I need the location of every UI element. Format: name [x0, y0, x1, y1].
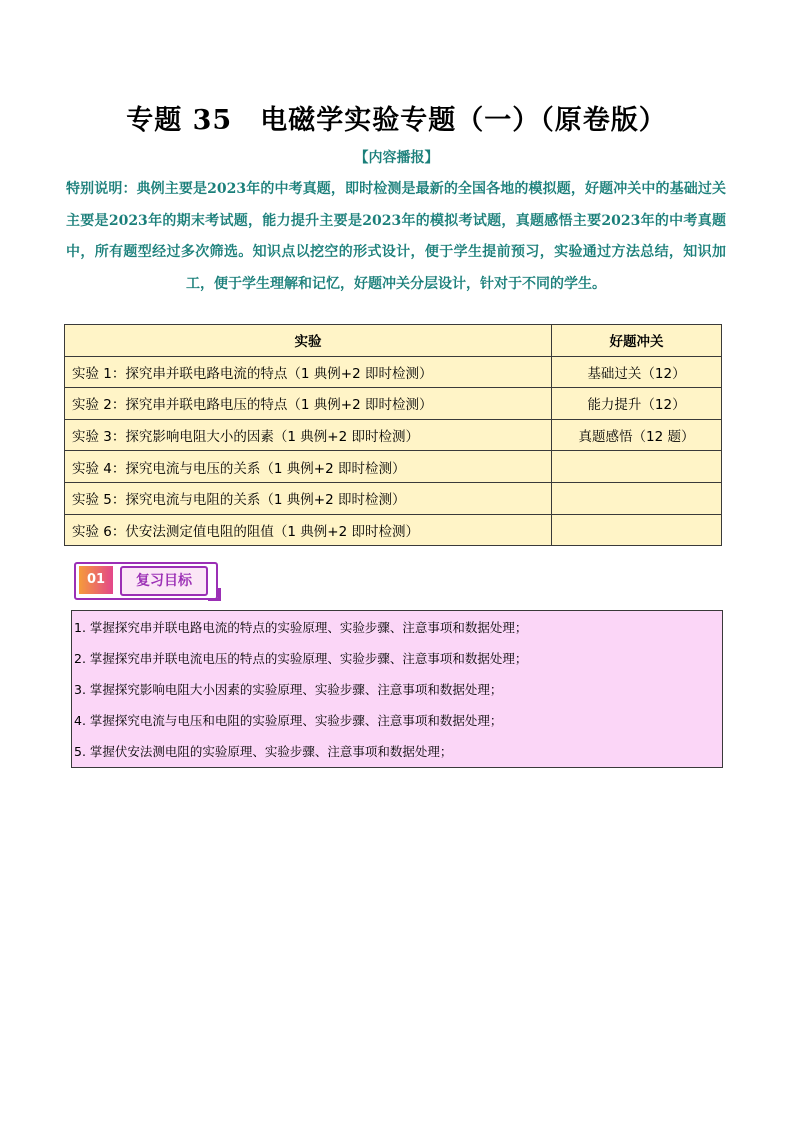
content-header: 【内容播报】 — [354, 150, 439, 166]
badge-corner-accent — [208, 588, 221, 601]
table-cell-experiment: 实验 2：探究串并联电路电压的特点（1 典例+2 即时检测） — [65, 388, 552, 420]
table-header-row — [65, 325, 722, 357]
goal-item: 1. 掌握探究串并联电路电流的特点的实验原理、实验步骤、注意事项和数据处理； — [74, 620, 528, 635]
review-goals-box — [71, 610, 723, 768]
section-label: 复习目标 — [120, 566, 208, 596]
table-row — [65, 482, 722, 514]
table-cell-practice — [552, 482, 722, 514]
table-row — [65, 419, 722, 451]
table-cell-practice — [552, 451, 722, 483]
page-title: 专题 35 电磁学实验专题（一）（原卷版） — [126, 105, 667, 136]
goal-item: 5. 掌握伏安法测电阻的实验原理、实验步骤、注意事项和数据处理； — [74, 744, 453, 759]
table-cell-experiment: 实验 6：伏安法测定值电阻的阻值（1 典例+2 即时检测） — [65, 514, 552, 546]
section-number: 01 — [79, 566, 113, 594]
section-badge — [68, 558, 218, 602]
table-cell-practice: 基础过关（12） — [552, 356, 722, 388]
table-cell-experiment: 实验 1：探究串并联电路电流的特点（1 典例+2 即时检测） — [65, 356, 552, 388]
goal-item: 4. 掌握探究电流与电压和电阻的实验原理、实验步骤、注意事项和数据处理； — [74, 713, 503, 728]
table-header-experiment: 实验 — [65, 325, 552, 357]
experiment-table — [64, 324, 722, 546]
table-cell-practice: 能力提升（12） — [552, 388, 722, 420]
table-header-practice: 好题冲关 — [552, 325, 722, 357]
table-row — [65, 451, 722, 483]
table-cell-experiment: 实验 4：探究电流与电压的关系（1 典例+2 即时检测） — [65, 451, 552, 483]
table-row — [65, 388, 722, 420]
table-row — [65, 356, 722, 388]
goal-item: 2. 掌握探究串并联电流电压的特点的实验原理、实验步骤、注意事项和数据处理； — [74, 651, 528, 666]
special-note: 特别说明：典例主要是2023年的中考真题，即时检测是最新的全国各地的模拟题，好题冲关中的基础过关主要是2023年的期末考试题，能力提升主要是2023年的模拟考试题，真题感悟主要2023年的中考真题中，所有题型经过多次筛选。知识点以挖空的形式设计，便于学生提前预习，实验通过方法总结，知识加工，便于学生理解和记忆，好题冲关分层设计，针对于不同的学生。 — [66, 181, 726, 292]
goal-item: 3. 掌握探究影响电阻大小因素的实验原理、实验步骤、注意事项和数据处理； — [74, 682, 503, 697]
table-cell-practice: 真题感悟（12 题） — [552, 419, 722, 451]
table-row — [65, 514, 722, 546]
table-cell-experiment: 实验 5：探究电流与电阻的关系（1 典例+2 即时检测） — [65, 482, 552, 514]
table-cell-practice — [552, 514, 722, 546]
table-cell-experiment: 实验 3：探究影响电阻大小的因素（1 典例+2 即时检测） — [65, 419, 552, 451]
